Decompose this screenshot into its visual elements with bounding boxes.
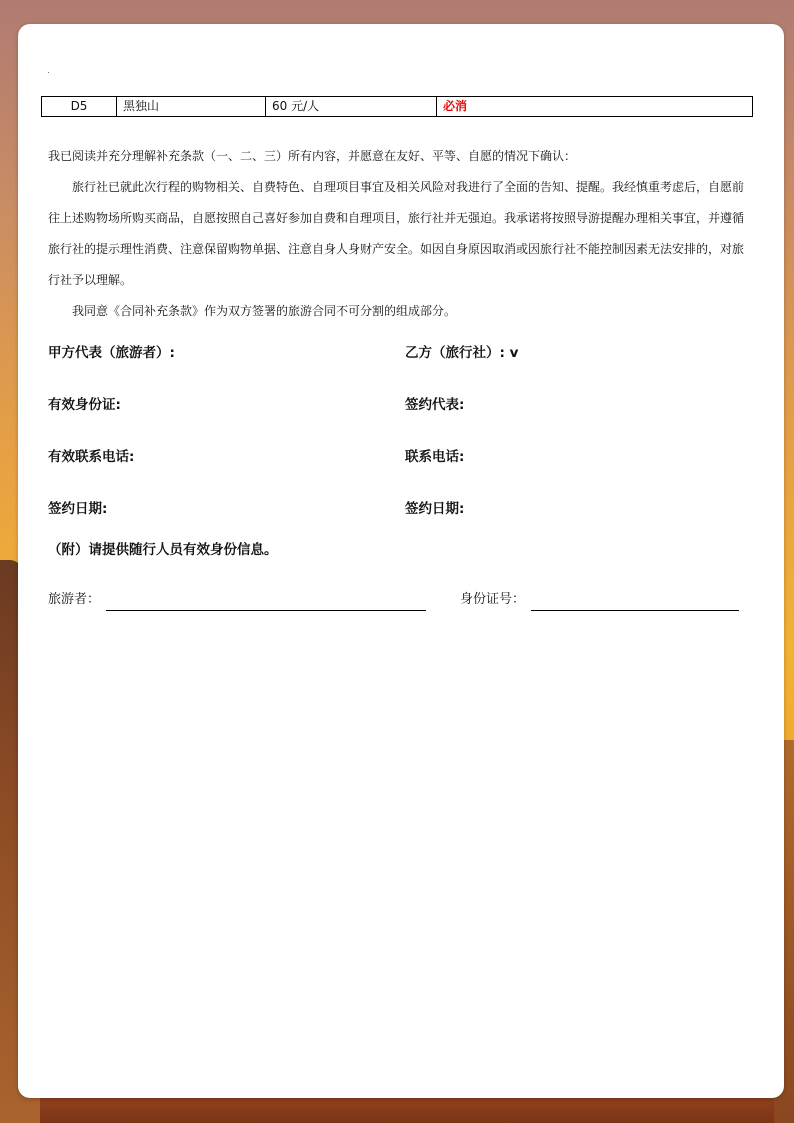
party-b-label: 乙方（旅行社）: v xyxy=(405,345,519,361)
tourist-signature-row xyxy=(48,589,426,611)
id-number-row xyxy=(460,589,739,611)
party-a-label: 甲方代表（旅游者）: xyxy=(48,345,175,361)
phone-a-label: 有效联系电话: xyxy=(48,449,135,465)
table-row xyxy=(42,97,753,117)
page-mark xyxy=(48,72,49,73)
confirmation-paragraph: 我已阅读并充分理解补充条款（一、二、三）所有内容，并愿意在友好、平等、自愿的情况下确认： xyxy=(48,149,577,163)
disclosure-paragraph: 旅行社已就此次行程的购物相关、自费特色、自理项目事宜及相关风险对我进行了全面的告知、提醒。我经慎重考虑后，自愿前往上述购物场所购买商品，自愿按照自己喜好参加自费和自理项目，旅行社并无强迫。我承诺将按照导游提醒办理相关事宜，并遵循旅行社的提示理性消费、注意保留购物单据、注意自身人身财产安全。如因自身原因取消或因旅行社不能控制因素无法安排的，对旅行社予以理解。 xyxy=(48,180,745,287)
itinerary-table xyxy=(41,96,753,117)
date-b-label: 签约日期: xyxy=(405,501,465,517)
attachment-note: （附）请提供随行人员有效身份信息。 xyxy=(48,542,278,558)
place-cell: 黑独山 xyxy=(117,97,266,117)
note-cell: 必消 xyxy=(437,97,753,117)
tourist-label: 旅游者： xyxy=(48,592,101,607)
sign-rep-label: 签约代表: xyxy=(405,397,465,413)
phone-b-label: 联系电话: xyxy=(405,449,465,465)
date-a-label: 签约日期: xyxy=(48,501,108,517)
day-cell: D5 xyxy=(42,97,117,117)
agreement-paragraph: 我同意《合同补充条款》作为双方签署的旅游合同不可分割的组成部分。 xyxy=(72,304,457,318)
id-number-line[interactable] xyxy=(531,592,739,611)
id-card-label: 有效身份证: xyxy=(48,397,121,413)
id-number-label: 身份证号： xyxy=(460,592,526,607)
tourist-signature-line[interactable] xyxy=(106,592,426,611)
price-cell: 60 元/人 xyxy=(266,97,437,117)
